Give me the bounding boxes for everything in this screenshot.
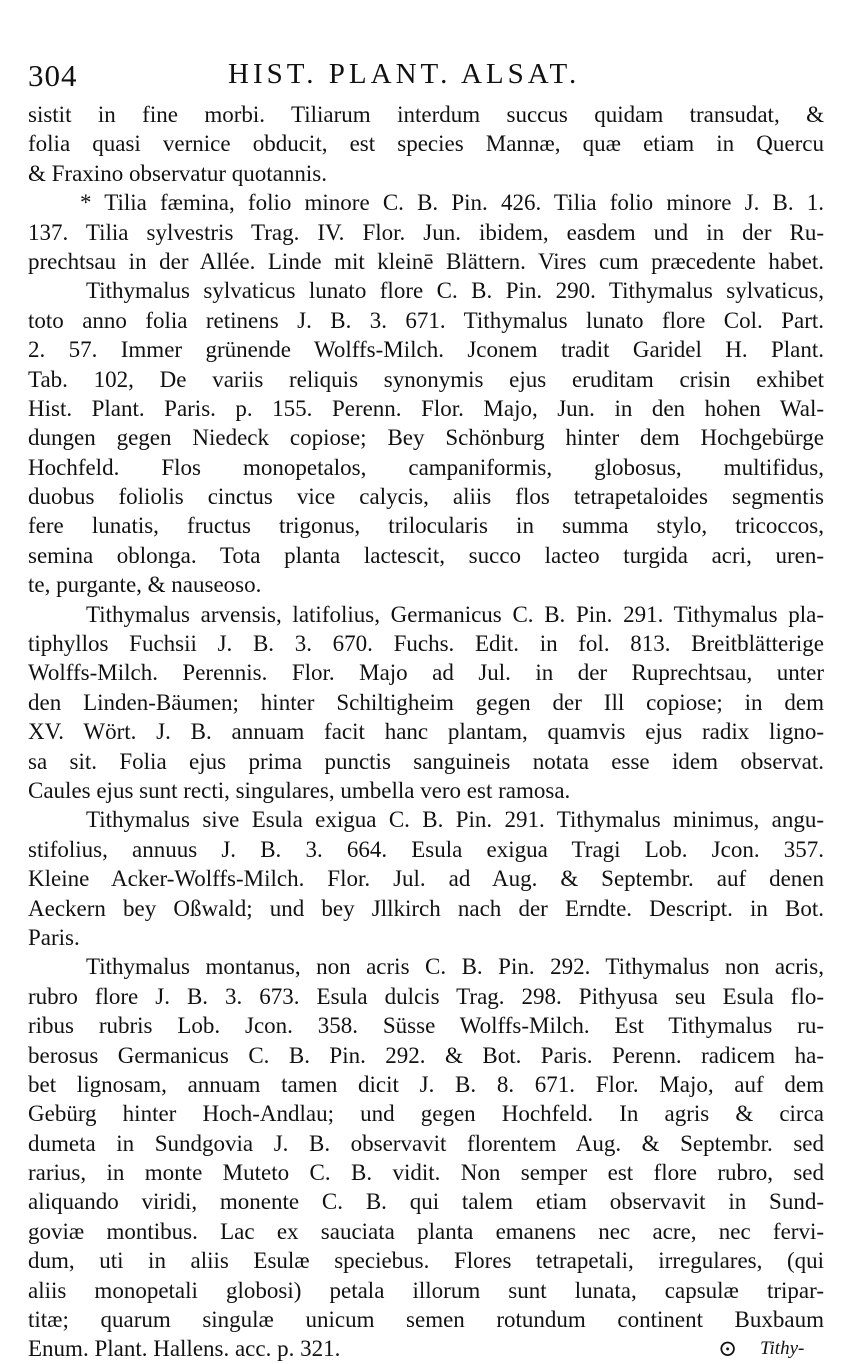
text-line: rubro flore J. B. 3. 673. Esula dulcis Trag. 298. Pithyusa seu Esula flo- xyxy=(28,983,824,1009)
text-line: tiphyllos Fuchsii J. B. 3. 670. Fuchs. Edit. in fol. 813. Breitblätterige xyxy=(28,631,824,657)
text-line: Aeckern bey Oßwald; und bey Jllkirch nach der Erndte. Descript. in Bot. xyxy=(28,895,824,921)
text-line: fere lunatis, fructus trigonus, trilocularis in summa stylo, tricoccos, xyxy=(28,513,824,539)
text-line: Gebürg hinter Hoch-Andlau; und gegen Hochfeld. In agris & circa xyxy=(28,1101,824,1127)
text-line: Wolffs-Milch. Perennis. Flor. Majo ad Jul. in der Ruprechtsau, unter xyxy=(28,660,824,686)
text-line: duobus foliolis cinctus vice calycis, aliis flos tetrapetaloides segmentis xyxy=(28,484,824,510)
text-line: folia quasi vernice obducit, est species Mannæ, quæ etiam in Quercu xyxy=(28,131,824,157)
text-line: * Tilia fæmina, folio minore C. B. Pin. 426. Tilia folio minore J. B. 1. xyxy=(80,190,824,216)
text-line: dungen gegen Niedeck copiose; Bey Schönburg hinter dem Hochgebürge xyxy=(28,425,824,451)
text-line: stifolius, annuus J. B. 3. 664. Esula exigua Tragi Lob. Jcon. 357. xyxy=(28,836,824,862)
text-line: rarius, in monte Muteto C. B. vidit. Non semper est flore rubro, sed xyxy=(28,1160,824,1186)
text-line: prechtsau in der Allée. Linde mit kleinē Blättern. Vires cum præcedente habet. xyxy=(28,248,824,274)
text-line: te, purgante, & nauseoso. xyxy=(28,572,262,598)
text-line: sa sit. Folia ejus prima punctis sanguineis notata esse idem observat. xyxy=(28,748,824,774)
text-line: aliquando viridi, monente C. B. qui talem etiam observavit in Sund- xyxy=(28,1189,824,1215)
text-line: dum, uti in aliis Esulæ speciebus. Flores tetrapetali, irregulares, (qui xyxy=(28,1248,824,1274)
text-line: Tithymalus montanus, non acris C. B. Pin. 292. Tithymalus non acris, xyxy=(86,954,824,980)
text-line: XV. Wört. J. B. annuam facit hanc plantam, quamvis ejus radix ligno- xyxy=(28,719,824,745)
page-number: 304 xyxy=(28,58,78,93)
text-line: Caules ejus sunt recti, singulares, umbella vero est ramosa. xyxy=(28,777,571,803)
text-line: Tithymalus sylvaticus lunato flore C. B. Pin. 290. Tithymalus sylvaticus, xyxy=(86,278,824,304)
text-line: sistit in fine morbi. Tiliarum interdum succus quidam transudat, & xyxy=(28,102,824,127)
text-line: toto anno folia retinens J. B. 3. 671. Tithymalus lunato flore Col. Part. xyxy=(28,307,824,333)
text-line: Hist. Plant. Paris. p. 155. Perenn. Flor. Majo, Jun. in den hohen Wal- xyxy=(28,395,824,421)
text-line: berosus Germanicus C. B. Pin. 292. & Bot. Paris. Perenn. radicem ha- xyxy=(28,1042,824,1068)
text-line: Tab. 102, De variis reliquis synonymis ejus eruditam crisin exhibet xyxy=(28,366,824,392)
text-line: Enum. Plant. Hallens. acc. p. 321. xyxy=(28,1336,341,1362)
text-line: bet lignosam, annuam tamen dicit J. B. 8. 671. Flor. Majo, auf dem xyxy=(28,1071,824,1097)
catchword: Tithy- xyxy=(760,1338,805,1360)
text-line: Tithymalus sive Esula exigua C. B. Pin. 291. Tithymalus minimus, angu- xyxy=(86,807,824,833)
text-line: & Fraxino observatur quotannis. xyxy=(28,160,327,186)
text-line: semina oblonga. Tota planta lactescit, succo lacteo turgida acri, uren- xyxy=(28,542,824,568)
text-line: titæ; quarum singulæ unicum semen rotundum continent Buxbaum xyxy=(28,1307,824,1333)
text-line: 2. 57. Immer grünende Wolffs-Milch. Jconem tradit Garidel H. Plant. xyxy=(28,337,824,363)
text-line: goviæ montibus. Lac ex sauciata planta emanens nec acre, nec fervi- xyxy=(28,1218,824,1244)
text-line: dumeta in Sundgovia J. B. observavit florentem Aug. & Septembr. sed xyxy=(28,1130,824,1156)
text-line: den Linden-Bäumen; hinter Schiltigheim gegen der Ill copiose; in dem xyxy=(28,689,824,715)
text-line: Kleine Acker-Wolffs-Milch. Flor. Jul. ad Aug. & Septembr. auf denen xyxy=(28,866,824,892)
last-line xyxy=(28,1334,824,1363)
page-header xyxy=(28,50,828,93)
text-line: aliis monopetali globosi) petala illorum sunt lunata, capsulæ tripar- xyxy=(28,1277,824,1303)
running-title: HIST. PLANT. ALSAT. xyxy=(228,58,581,90)
text-line: Hochfeld. Flos monopetalos, campaniformis, globosus, multifidus, xyxy=(28,454,824,480)
text-line: Tithymalus arvensis, latifolius, Germanicus C. B. Pin. 291. Tithymalus pla- xyxy=(86,601,824,627)
text-line: Paris. xyxy=(28,924,80,950)
body-text xyxy=(28,100,824,1364)
text-line: ribus rubris Lob. Jcon. 358. Süsse Wolffs-Milch. Est Tithymalus ru- xyxy=(28,1013,824,1039)
text-line: 137. Tilia sylvestris Trag. IV. Flor. Jun. ibidem, easdem und in der Ru- xyxy=(28,219,824,245)
sun-symbol-icon: ⊙ xyxy=(718,1336,738,1362)
